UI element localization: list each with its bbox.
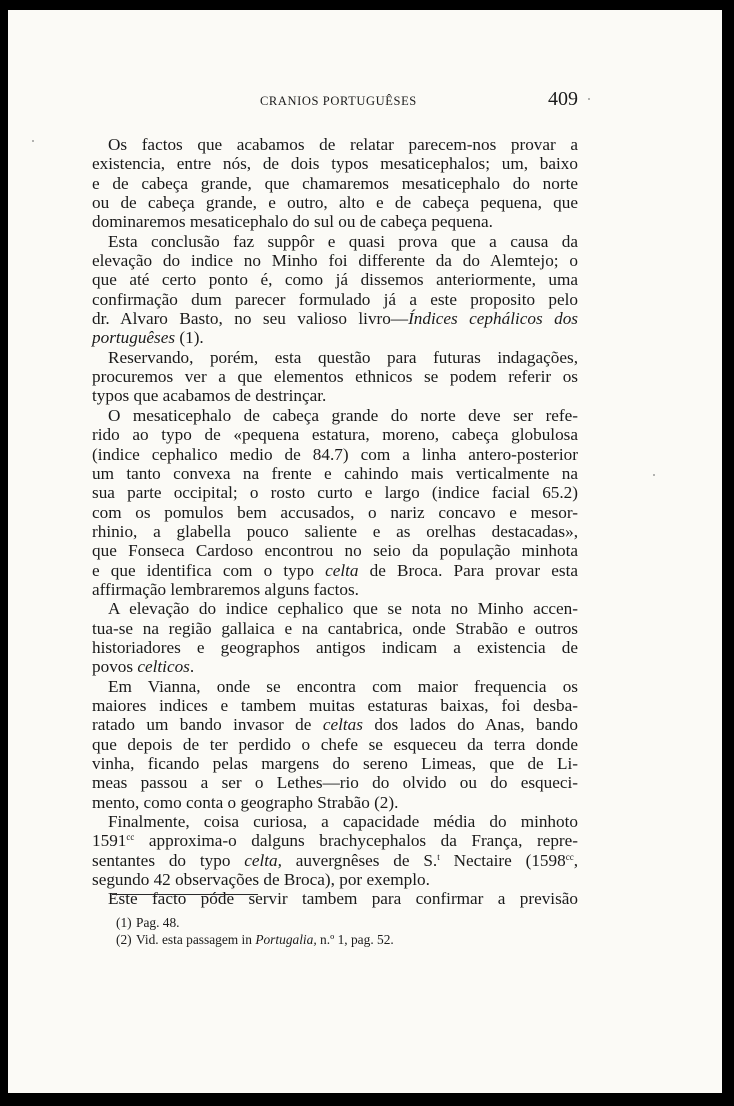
text-line: vinha, ficando pelas margens do sereno Limeas, que de Li- [92,754,578,773]
text-line: mento, como conta o geographo Strabão (2). [92,792,399,812]
paper-speck [588,98,590,100]
text-line: segundo 42 observações de Broca), por exemplo. [92,870,430,890]
text-line: rhinio, a glabella pouco saliente e as orelhas destacadas», [92,521,578,541]
text-line: Finalmente, coisa curiosa, a capacidade média do minhoto [108,812,578,832]
page-number: 409 [548,88,578,110]
text-line: $1591^{cc}$ approxima-o dalguns brachycephalos da França, repre- [92,831,578,851]
text-line: elevação do indice no Minho foi differente da do Alemtejo; o [92,251,578,271]
text-line: rido ao typo de «pequena estatura, moreno, cabeça globulosa [92,425,578,445]
text-line: povos celticos. [92,657,195,677]
text-line: procuremos ver a que elementos ethnicos se podem referir os [92,367,578,387]
text-line: dr. Alvaro Basto, no seu valioso livro—Índices cephálicos dos [92,309,578,329]
paper-speck [653,474,655,476]
running-header [8,90,722,112]
text-line: Os factos que acabamos de relatar parecem-nos provar a [108,135,578,154]
footnote-1: (1) Pag. 48. [116,915,180,930]
text-line: maiores indices e tambem muitas estaturas baixas, foi desba- [92,695,578,715]
text-line: e que identifica com o typo celta de Broca. Para provar esta [92,560,578,580]
text-line: historiadores e geographos antigos indicam a existencia de [92,637,578,657]
text-line: O mesaticephalo de cabeça grande do norte deve ser refe- [108,405,578,425]
text-line: confirmação dum parecer formulado já a este proposito pelo [92,289,578,309]
text-line: Este facto póde servir tambem para confirmar a previsão [108,889,578,909]
text-line: Esta conclusão faz suppôr e quasi prova que a causa da [108,231,578,251]
paper-speck [32,140,34,142]
text-line: com os pomulos bem accusados, o nariz concavo e mesor- [92,502,578,522]
text-line: Reservando, porém, esta questão para futuras indagações, [108,347,578,367]
footnote-divider [112,894,258,895]
text-line: typos que acabamos de destrinçar. [92,386,327,406]
footnote-2: (2) Vid. esta passagem in Portugalia, n.º 1, pag. 52. [116,931,394,947]
text-line: sentantes do typo celta, auvergnêses de S.$^t$ Nectaire ($1598^{cc}$, [92,850,578,870]
text-line: ou de cabeça grande, e outro, alto e de cabeça pequena, que [92,193,578,213]
text-line: tua-se na região gallaica e na cantabrica, onde Strabão e outros [92,618,578,638]
text-line: que depois de ter perdido o chefe se esqueceu da terra donde [92,734,578,754]
text-line: um tanto convexa na frente e cahindo mais verticalmente na [92,463,578,483]
text-line: sua parte occipital; o rosto curto e largo (indice facial 65.2) [92,483,578,503]
running-title: CRANIOS PORTUGUÊSES [260,94,417,108]
text-line: existencia, entre nós, de dois typos mesaticephalos; um, baixo [92,154,578,174]
footnotes [116,915,516,948]
body-text [92,135,578,909]
text-line: meas passou a ser o Lethes—rio do olvido ou do esqueci- [92,773,578,793]
text-line: affirmação lembraremos alguns factos. [92,579,359,599]
text-line: (indice cephalico medio de 84.7) com a linha antero-posterior [92,444,578,464]
text-line: Em Vianna, onde se encontra com maior frequencia os [108,676,578,696]
text-line: e de cabeça grande, que chamaremos mesaticephalo do norte [92,173,578,193]
text-line: dominaremos mesaticephalo do sul ou de cabeça pequena. [92,212,493,232]
text-line: que Fonseca Cardoso encontrou no seio da população minhota [92,541,578,561]
text-line: A elevação do indice cephalico que se nota no Minho accen- [108,599,578,619]
book-page [8,10,722,1093]
text-line: portuguêses (1). [92,328,204,348]
text-line: que até certo ponto é, como já dissemos anteriormente, uma [92,270,578,290]
page-content [8,10,722,1093]
text-line: ratado um bando invasor de celtas dos lados do Anas, bando [92,715,578,735]
